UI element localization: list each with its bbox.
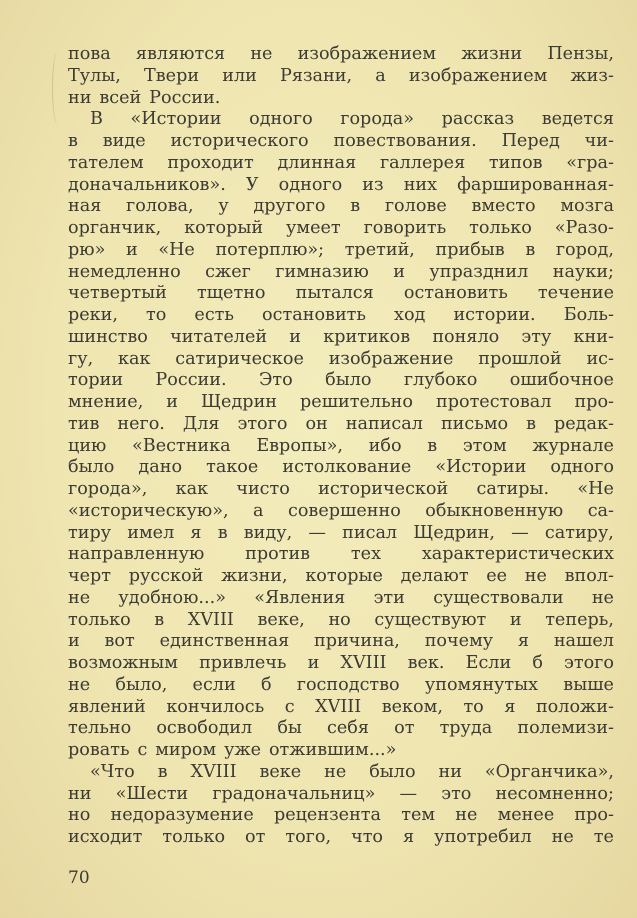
- word: жизни: [461, 44, 523, 64]
- word: и: [393, 261, 405, 282]
- word: существуют: [374, 609, 487, 630]
- word: ная: [68, 196, 102, 217]
- word: черт: [68, 566, 112, 586]
- word: те: [593, 827, 614, 847]
- word: не: [68, 587, 91, 608]
- word: недоразумение: [110, 805, 254, 826]
- word: возможным: [68, 653, 178, 673]
- text-line: [68, 588, 614, 610]
- word: и: [509, 609, 522, 630]
- word: б: [532, 653, 543, 673]
- word: этого: [564, 653, 614, 673]
- word: письмо: [440, 413, 509, 434]
- text-line: [68, 414, 614, 436]
- word: в: [154, 609, 165, 630]
- text-line: [68, 718, 614, 740]
- word: немедленно: [68, 261, 181, 282]
- word: что: [351, 827, 384, 847]
- word: умеет: [286, 218, 341, 238]
- text-line: [68, 196, 614, 218]
- word: кончилось: [166, 696, 265, 717]
- word: было: [325, 370, 372, 391]
- word: ибо: [368, 435, 402, 456]
- text-line: [68, 305, 614, 327]
- word: совершенно: [287, 500, 401, 521]
- word: ход: [394, 305, 426, 325]
- word: этого: [237, 413, 288, 434]
- word: полемизи-: [517, 718, 614, 739]
- word: Пензы,: [547, 44, 614, 64]
- text-line: [68, 675, 614, 697]
- word: почему: [424, 631, 494, 652]
- word: от: [394, 718, 415, 739]
- word: гу,: [68, 348, 94, 369]
- word: мнение,: [68, 392, 144, 412]
- word: XVIII: [340, 653, 387, 673]
- word: веком,: [381, 696, 443, 717]
- word: с: [284, 696, 295, 717]
- word: менее: [497, 805, 555, 826]
- word: написал: [345, 413, 423, 434]
- word: «Разо-: [554, 218, 614, 238]
- text-line: [68, 544, 614, 566]
- word: против: [245, 544, 311, 565]
- word: не: [455, 805, 478, 826]
- word: положи-: [535, 696, 614, 717]
- text-line: [68, 240, 614, 262]
- word: У: [245, 174, 259, 195]
- word: нашел: [553, 631, 614, 652]
- word: виде: [102, 131, 146, 151]
- word: жиз-: [570, 65, 614, 86]
- word: «Истории: [130, 109, 222, 130]
- word: сатирическое: [175, 348, 304, 369]
- word: отжившим...»: [268, 740, 397, 760]
- word: Твери: [144, 65, 200, 86]
- text-line: [68, 262, 614, 284]
- word: век.: [407, 653, 445, 673]
- word: пытался: [295, 283, 374, 304]
- text-line: [68, 153, 614, 175]
- word: упомянутых: [424, 674, 539, 695]
- word: обыкновенную: [425, 500, 564, 521]
- word: течение: [537, 283, 614, 304]
- text-line: [68, 501, 614, 523]
- word: а: [253, 500, 264, 521]
- word: не: [591, 587, 614, 608]
- word: и: [289, 326, 302, 347]
- word: я: [403, 827, 415, 847]
- text-line: [68, 88, 614, 110]
- word: являются: [135, 44, 226, 64]
- word: только: [68, 609, 131, 630]
- word: ни: [438, 761, 462, 782]
- word: города»: [340, 109, 415, 130]
- word: ведется: [541, 109, 614, 130]
- word: тельно: [68, 718, 132, 739]
- word: «Вестника: [132, 435, 231, 456]
- word: «Органчика»,: [484, 761, 614, 782]
- word: поняло: [432, 326, 500, 347]
- word: и: [166, 392, 178, 412]
- word: «Что: [90, 761, 135, 782]
- word: XVIII: [315, 696, 362, 717]
- word: исторического: [170, 131, 309, 151]
- word: рю»: [68, 239, 106, 260]
- word: голова,: [126, 196, 194, 217]
- text-line: [68, 349, 614, 371]
- word: остановить: [262, 305, 366, 325]
- word: реки,: [68, 305, 118, 325]
- word: не: [68, 674, 91, 695]
- word: в: [68, 131, 78, 151]
- word: у: [218, 196, 229, 217]
- word: Боль-: [563, 305, 614, 325]
- book-page-text: [68, 44, 614, 849]
- word: России.: [149, 87, 221, 108]
- word: привлечь: [199, 653, 287, 673]
- word: как: [175, 479, 209, 499]
- text-line: [68, 610, 614, 632]
- word: Тулы,: [68, 65, 121, 86]
- text-line: [68, 392, 614, 414]
- word: делают: [400, 566, 469, 586]
- word: органчик,: [68, 218, 162, 238]
- word: эти: [373, 587, 405, 608]
- word: было: [68, 457, 115, 478]
- word: русской: [128, 566, 204, 586]
- word: эту: [521, 326, 552, 347]
- word: одного: [278, 174, 343, 195]
- word: если: [192, 674, 236, 695]
- word: изображение: [328, 348, 454, 369]
- word: а: [375, 65, 386, 86]
- word: тории: [68, 370, 124, 391]
- word: «Не: [158, 239, 195, 260]
- word: науки;: [552, 261, 614, 282]
- word: он: [305, 413, 328, 434]
- word: критиков: [323, 326, 411, 347]
- word: фаршированная-: [457, 174, 614, 195]
- word: них: [403, 174, 438, 195]
- word: пова: [68, 44, 111, 64]
- word: господство: [296, 674, 400, 695]
- word: повествования.: [333, 131, 477, 151]
- word: того,: [285, 827, 332, 847]
- margin-pencil-mark: [52, 52, 63, 124]
- word: и: [68, 631, 80, 652]
- word: миром: [155, 740, 217, 760]
- word: сатиры.: [476, 479, 550, 499]
- word: рецензента: [273, 805, 382, 826]
- word: освободил: [156, 718, 253, 739]
- word: цию: [68, 435, 107, 456]
- word: несомненно;: [495, 783, 614, 804]
- word: существовали: [433, 587, 564, 608]
- text-line: [68, 283, 614, 305]
- word: в: [217, 522, 228, 543]
- word: упразднил: [429, 261, 529, 282]
- text-line: [68, 66, 614, 88]
- word: журнале: [532, 435, 614, 456]
- word: не: [250, 44, 273, 64]
- word: веке,: [257, 609, 305, 630]
- word: не: [551, 827, 574, 847]
- text-line: [68, 327, 614, 349]
- word: одного: [249, 109, 313, 130]
- word: с: [137, 740, 148, 760]
- text-line: [68, 457, 614, 479]
- text-line: [68, 370, 614, 392]
- word: голове: [384, 196, 447, 217]
- word: —: [399, 783, 418, 804]
- word: тех: [350, 544, 381, 565]
- word: XVIII: [187, 609, 234, 630]
- word: Это: [258, 370, 293, 391]
- word: галлерея: [379, 152, 466, 173]
- word: про-: [574, 392, 614, 412]
- word: б: [260, 674, 272, 695]
- word: одного: [550, 457, 614, 478]
- word: удобною...»: [118, 587, 226, 608]
- word: «гра-: [566, 152, 614, 173]
- word: уже: [224, 740, 262, 760]
- word: мозга: [560, 196, 614, 217]
- word: характеристических: [421, 544, 614, 565]
- text-line: [68, 479, 614, 501]
- word: в: [427, 435, 438, 456]
- word: чи-: [584, 131, 614, 151]
- word: типов: [488, 152, 543, 173]
- word: вот: [104, 631, 135, 652]
- text-line: [68, 109, 614, 131]
- word: писал: [342, 522, 398, 543]
- word: истории.: [453, 305, 536, 325]
- word: в: [157, 761, 168, 782]
- word: Щедрин: [200, 392, 278, 412]
- word: тщетно: [196, 283, 266, 304]
- text-line: [68, 740, 614, 762]
- word: из: [362, 174, 384, 195]
- text-line: [68, 44, 614, 66]
- word: «Явления: [254, 587, 346, 608]
- word: или: [222, 65, 257, 86]
- word: са-: [587, 500, 614, 521]
- word: Щедрин,: [413, 522, 495, 543]
- word: кни-: [573, 326, 614, 347]
- word: решительно: [300, 392, 413, 412]
- word: и: [307, 653, 320, 673]
- word: Европы»,: [256, 435, 344, 456]
- word: в: [526, 413, 536, 434]
- word: города»,: [68, 479, 148, 499]
- word: тиру: [68, 522, 112, 543]
- word: «Истории: [435, 457, 527, 478]
- word: я: [504, 696, 516, 717]
- word: «Шести: [115, 783, 189, 804]
- word: это: [441, 783, 472, 804]
- word: ее: [486, 566, 508, 586]
- word: длинная: [277, 152, 357, 173]
- word: ошибочное: [509, 370, 614, 391]
- word: исторической: [318, 479, 449, 499]
- word: ни: [68, 87, 92, 108]
- word: протестовал: [435, 392, 552, 412]
- word: глубоко: [403, 370, 478, 391]
- word: В: [90, 109, 103, 130]
- word: чисто: [236, 479, 290, 499]
- word: я: [190, 522, 202, 543]
- word: но: [68, 805, 91, 826]
- word: которые: [305, 566, 383, 586]
- word: было,: [115, 674, 168, 695]
- word: проходит: [167, 152, 254, 173]
- word: изображением: [297, 44, 437, 64]
- word: тем: [401, 805, 436, 826]
- text-line: [68, 762, 614, 784]
- word: говорить: [363, 218, 447, 238]
- word: только: [469, 218, 532, 238]
- word: не: [324, 761, 347, 782]
- word: такое: [206, 457, 259, 478]
- word: изображением: [408, 65, 548, 86]
- word: Если: [465, 653, 512, 673]
- word: градоначальниц»: [212, 783, 376, 804]
- word: Для: [182, 413, 220, 434]
- word: —: [308, 522, 326, 543]
- word: явлений: [68, 696, 146, 717]
- word: третий,: [344, 239, 415, 260]
- word: есть: [194, 305, 234, 325]
- word: жизни,: [221, 566, 288, 586]
- text-line: [68, 784, 614, 806]
- word: то: [463, 696, 484, 717]
- word: сатиру,: [544, 522, 614, 543]
- text-line: [68, 805, 614, 827]
- page-number: 70: [68, 868, 90, 888]
- word: редак-: [553, 413, 614, 434]
- text-line: [68, 175, 614, 197]
- word: прошлой: [478, 348, 562, 369]
- word: город,: [555, 239, 614, 260]
- word: тив: [68, 413, 100, 434]
- word: гимназию: [275, 261, 369, 282]
- text-line: [68, 131, 614, 153]
- word: России.: [155, 370, 227, 391]
- word: него.: [117, 413, 165, 434]
- word: направленную: [68, 544, 205, 565]
- word: всей: [99, 87, 142, 108]
- word: Рязани,: [280, 65, 353, 86]
- word: потерплю»;: [215, 239, 325, 260]
- word: не: [524, 566, 547, 586]
- word: исходит: [68, 827, 143, 847]
- word: в: [350, 196, 361, 217]
- word: было: [369, 761, 416, 782]
- word: и: [125, 239, 138, 260]
- word: читателей: [170, 326, 268, 347]
- word: труда: [439, 718, 493, 739]
- word: истолкование: [282, 457, 412, 478]
- word: единственная: [159, 631, 290, 652]
- word: остановить: [403, 283, 508, 304]
- word: этом: [462, 435, 507, 456]
- word: имел: [127, 522, 175, 543]
- text-line: [68, 218, 614, 240]
- word: дано: [138, 457, 183, 478]
- word: теперь,: [545, 609, 614, 630]
- word: рассказ: [441, 109, 515, 130]
- word: ни: [68, 783, 92, 804]
- word: тателем: [68, 152, 144, 173]
- text-line: [68, 436, 614, 458]
- word: прибыв: [435, 239, 505, 260]
- word: шинство: [68, 326, 148, 347]
- text-line: [68, 631, 614, 653]
- word: ис-: [586, 348, 614, 369]
- text-line: [68, 653, 614, 675]
- word: бы: [277, 718, 302, 739]
- word: про-: [574, 805, 614, 826]
- text-line: [68, 523, 614, 545]
- word: то: [146, 305, 167, 325]
- word: «Не: [577, 479, 614, 499]
- word: выше: [563, 674, 614, 695]
- word: себя: [327, 718, 370, 739]
- word: —: [511, 522, 529, 543]
- word: сжег: [205, 261, 251, 282]
- word: как: [117, 348, 151, 369]
- text-line: [68, 697, 614, 719]
- word: причина,: [314, 631, 400, 652]
- word: в: [525, 239, 536, 260]
- word: «историческую»,: [68, 500, 229, 521]
- word: но: [328, 609, 351, 630]
- word: XVIII: [190, 761, 237, 782]
- word: доначальников».: [68, 174, 226, 195]
- word: ровать: [68, 740, 130, 760]
- word: впол-: [564, 566, 614, 586]
- word: другого: [253, 196, 326, 217]
- text-line: [68, 566, 614, 588]
- word: который: [184, 218, 264, 238]
- word: употребил: [434, 827, 532, 847]
- text-line: [68, 827, 614, 849]
- word: вместо: [471, 196, 536, 217]
- word: четвертый: [68, 283, 167, 304]
- word: только: [162, 827, 226, 847]
- word: виду,: [243, 522, 293, 543]
- word: я: [517, 631, 530, 652]
- word: от: [245, 827, 266, 847]
- word: веке: [259, 761, 302, 782]
- word: Перед: [501, 131, 560, 151]
